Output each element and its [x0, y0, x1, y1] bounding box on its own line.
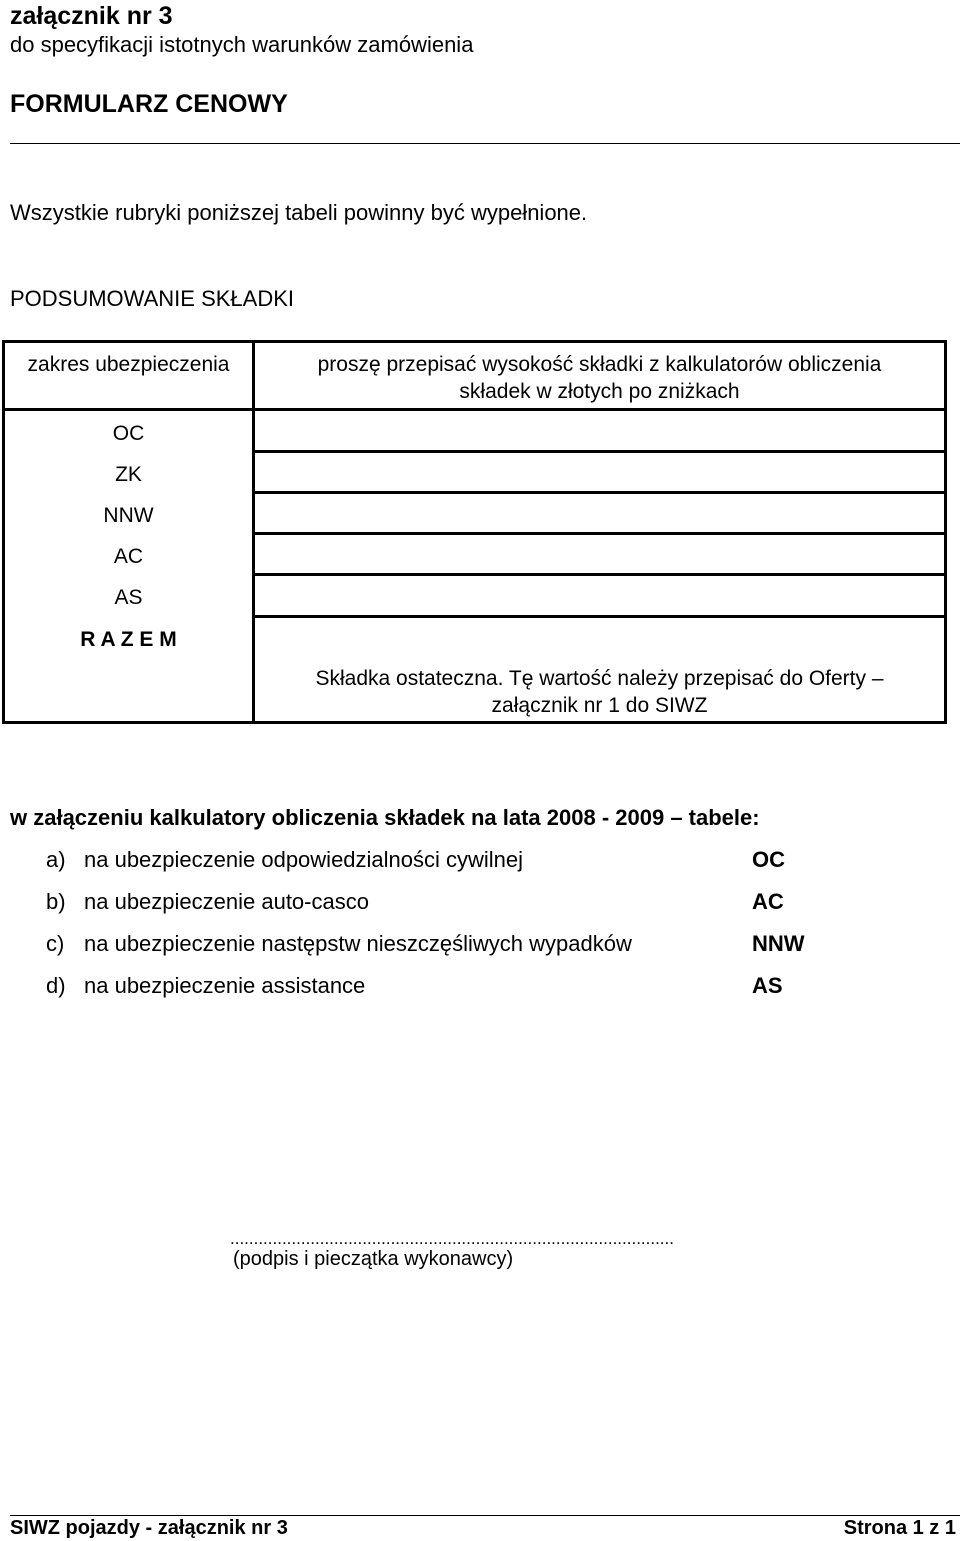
table-row-divider: [255, 615, 944, 618]
table-row-divider: [255, 573, 944, 576]
list-item-letter: b): [46, 889, 66, 914]
attachment-subtitle: do specyfikacji istotnych warunków zamówienia: [10, 32, 474, 57]
list-item-code: OC: [752, 847, 785, 872]
footer-document-name: SIWZ pojazdy - załącznik nr 3: [10, 1517, 288, 1539]
premium-summary-table: [2, 340, 947, 724]
signature-line: ..............................................................................................: [230, 1229, 674, 1248]
attachment-title: załącznik nr 3: [10, 2, 173, 30]
row-label-oc: OC: [112, 422, 145, 445]
row-label-nnw: NNW: [103, 504, 154, 527]
header-premium-line1: proszę przepisać wysokość składki z kalkulatorów obliczenia: [317, 353, 882, 376]
table-row-divider: [255, 491, 944, 494]
table-header-divider: [5, 408, 944, 411]
footer-page-number: Strona 1 z 1: [843, 1517, 956, 1539]
list-item-letter: c): [46, 931, 65, 956]
list-item-text: na ubezpieczenie assistance: [84, 973, 366, 998]
row-label-ac: AC: [113, 545, 144, 568]
header-divider: [10, 143, 960, 144]
total-note-line2: załącznik nr 1 do SIWZ: [491, 694, 708, 717]
header-premium-line2: składek w złotych po zniżkach: [459, 380, 740, 403]
list-item-text: na ubezpieczenie odpowiedzialności cywilnej: [84, 847, 524, 872]
table-row-divider: [255, 450, 944, 453]
row-label-as: AS: [114, 586, 143, 609]
attachments-heading: w załączeniu kalkulatory obliczenia składek na lata 2008 - 2009 – tabele:: [10, 805, 760, 830]
header-coverage-scope: zakres ubezpieczenia: [27, 353, 230, 376]
fill-note: Wszystkie rubryki poniższej tabeli powinny być wypełnione.: [10, 200, 588, 225]
list-item-text: na ubezpieczenie następstw nieszczęśliwych wypadków: [84, 931, 632, 956]
table-row-divider: [255, 532, 944, 535]
list-item-letter: a): [46, 847, 66, 872]
list-item-letter: d): [46, 973, 66, 998]
list-item-text: na ubezpieczenie auto-casco: [84, 889, 369, 914]
total-note-line1: Składka ostateczna. Tę wartość należy przepisać do Oferty –: [315, 667, 884, 690]
row-label-total: R A Z E M: [80, 628, 177, 651]
footer-divider: [10, 1515, 960, 1516]
row-label-zk: ZK: [115, 463, 142, 486]
form-title: FORMULARZ CENOWY: [10, 90, 288, 118]
signature-label: (podpis i pieczątka wykonawcy): [233, 1248, 514, 1270]
summary-title: PODSUMOWANIE SKŁADKI: [10, 286, 295, 311]
list-item-code: NNW: [752, 931, 805, 956]
list-item-code: AC: [752, 889, 784, 914]
list-item-code: AS: [752, 973, 783, 998]
